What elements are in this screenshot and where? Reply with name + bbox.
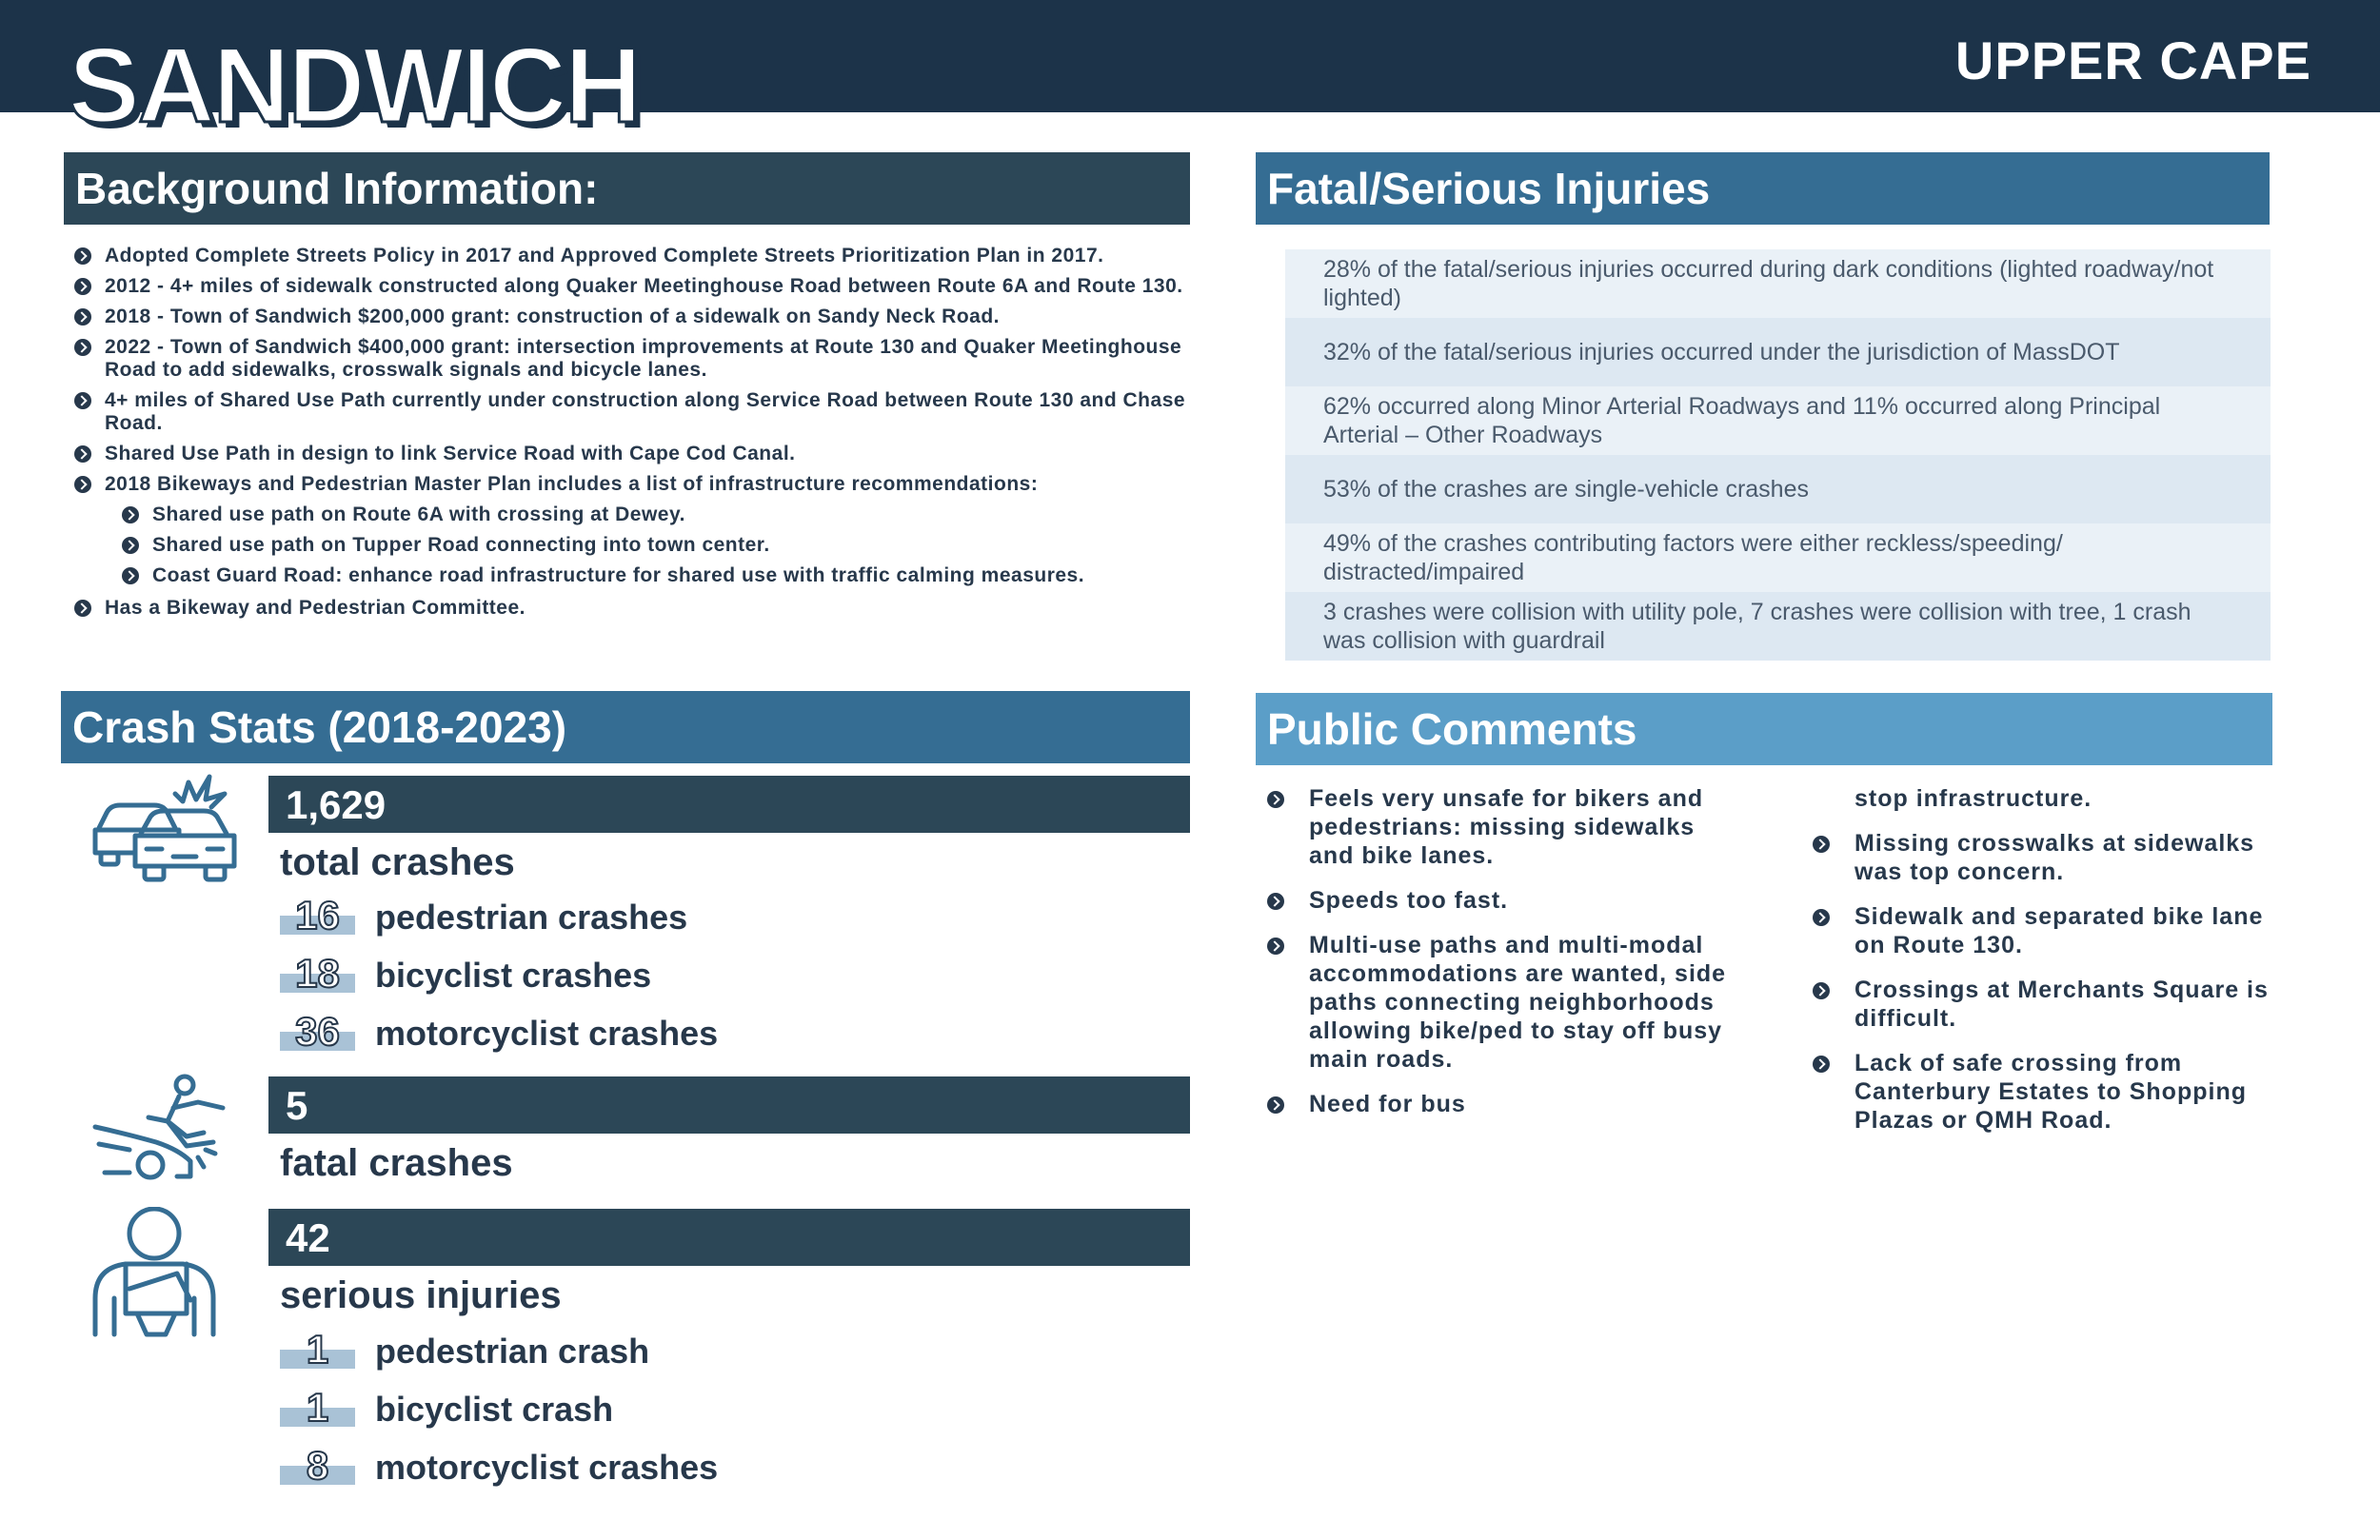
stat-count: 1 (306, 1327, 329, 1372)
list-item: 2022 - Town of Sandwich $400,000 grant: intersection improvements at Route 130 and Quaker Meetinghouse Road to add sidewalks, crosswalk signals and bicycle lanes. (74, 336, 1226, 382)
comment-continuation: stop infrastructure. (1854, 785, 2092, 812)
background-list (74, 245, 1226, 620)
comment-item: Multi-use paths and multi-modal accommodations are wanted, side paths connecting neighborhoods allowing bike/ped to stay off busy main roads. (1267, 931, 1743, 1074)
comment-item: Missing crosswalks at sidewalks was top concern. (1813, 829, 2270, 886)
crash-stats-heading: Crash Stats (2018-2023) (61, 691, 1190, 763)
stat-label: motorcyclist crashes (375, 1448, 719, 1487)
fatal-serious-heading: Fatal/Serious Injuries (1256, 152, 2270, 225)
stat-count: 8 (306, 1443, 329, 1488)
stat-count: 36 (295, 1009, 340, 1054)
stat-label: bicyclist crash (375, 1390, 614, 1429)
comment-item: Lack of safe crossing from Canterbury Estates to Shopping Plazas or QMH Road. (1813, 1049, 2270, 1135)
injured-person-icon (91, 1207, 219, 1338)
fatal-serious-row: 32% of the fatal/serious injuries occurred under the jurisdiction of MassDOT (1285, 318, 2271, 386)
arrow-circle-icon (1813, 909, 1830, 926)
stat-label: pedestrian crashes (375, 898, 688, 937)
serious-injuries-label: serious injuries (280, 1274, 562, 1316)
arrow-circle-icon (74, 392, 91, 409)
public-comments-heading: Public Comments (1256, 693, 2272, 765)
comment-item: Sidewalk and separated bike lane on Route 130. (1813, 902, 2270, 959)
arrow-circle-icon (1813, 1056, 1830, 1073)
list-subitem: Coast Guard Road: enhance road infrastructure for shared use with traffic calming measures. (74, 564, 1226, 587)
list-item: 2018 - Town of Sandwich $200,000 grant: construction of a sidewalk on Sandy Neck Road. (74, 306, 1226, 328)
total-crashes-bar: 1,629 (268, 776, 1190, 833)
stat-row (280, 1329, 1137, 1376)
arrow-circle-icon (122, 567, 139, 584)
stat-row (280, 895, 1137, 942)
list-item: Has a Bikeway and Pedestrian Committee. (74, 597, 1226, 620)
list-item: 4+ miles of Shared Use Path currently under construction along Service Road between Route 130 and Chase Road. (74, 389, 1226, 435)
region-name: UPPER CAPE (1954, 30, 2311, 90)
arrow-circle-icon (1813, 836, 1830, 853)
stat-row (280, 1011, 1137, 1058)
arrow-circle-icon (74, 476, 91, 493)
stat-label: pedestrian crash (375, 1332, 650, 1371)
stat-row (280, 1387, 1137, 1434)
total-crashes-label: total crashes (280, 841, 515, 883)
comment-item: Speeds too fast. (1267, 886, 1743, 915)
comment-item: Crossings at Merchants Square is difficult. (1813, 976, 2270, 1033)
arrow-circle-icon (74, 247, 91, 265)
list-item: 2018 Bikeways and Pedestrian Master Plan includes a list of infrastructure recommendations: (74, 473, 1226, 496)
comments-column-2 (1813, 784, 2270, 1151)
stat-count: 18 (295, 951, 340, 996)
comment-item: Need for bus (1267, 1090, 1743, 1118)
serious-injuries-bar: 42 (268, 1209, 1190, 1266)
fatal-crashes-bar: 5 (268, 1076, 1190, 1134)
arrow-circle-icon (74, 308, 91, 326)
stat-label: motorcyclist crashes (375, 1014, 719, 1053)
fatal-serious-row: 28% of the fatal/serious injuries occurred during dark conditions (lighted roadway/not lighted) (1285, 249, 2271, 318)
stat-label: bicyclist crashes (375, 956, 652, 995)
list-subitem: Shared use path on Tupper Road connecting into town center. (74, 534, 1226, 557)
arrow-circle-icon (1267, 893, 1284, 910)
list-subitem: Shared use path on Route 6A with crossing at Dewey. (74, 503, 1226, 526)
arrow-circle-icon (74, 600, 91, 617)
arrow-circle-icon (74, 278, 91, 295)
fatal-serious-row: 62% occurred along Minor Arterial Roadways and 11% occurred along Principal Arterial – Other Roadways (1285, 386, 2271, 455)
fatal-crashes-label: fatal crashes (280, 1142, 513, 1184)
fatal-serious-row: 53% of the crashes are single-vehicle crashes (1285, 455, 2271, 523)
comment-item: Feels very unsafe for bikers and pedestrians: missing sidewalks and bike lanes. (1267, 784, 1743, 870)
list-item: Adopted Complete Streets Policy in 2017 and Approved Complete Streets Prioritization Plan in 2017. (74, 245, 1226, 267)
town-name: SANDWICH (69, 26, 640, 145)
arrow-circle-icon (74, 445, 91, 463)
stat-row (280, 953, 1137, 1000)
arrow-circle-icon (1813, 982, 1830, 999)
car-crash-icon (91, 773, 244, 897)
comments-column-1 (1267, 784, 1743, 1135)
list-item: Shared Use Path in design to link Service Road with Cape Cod Canal. (74, 443, 1226, 465)
arrow-circle-icon (1267, 1096, 1284, 1114)
arrow-circle-icon (1267, 791, 1284, 808)
stat-count: 1 (306, 1385, 329, 1430)
stat-count: 16 (295, 893, 340, 938)
fatal-serious-row: 49% of the crashes contributing factors were either reckless/speeding/ distracted/impaired (1285, 523, 2271, 592)
background-heading: Background Information: (64, 152, 1190, 225)
fatal-serious-row: 3 crashes were collision with utility pole, 7 crashes were collision with tree, 1 crash was collision with guardrail (1285, 592, 2271, 661)
arrow-circle-icon (122, 537, 139, 554)
stat-row (280, 1445, 1137, 1492)
arrow-circle-icon (122, 506, 139, 523)
arrow-circle-icon (1267, 938, 1284, 955)
arrow-circle-icon (74, 339, 91, 356)
list-item: 2012 - 4+ miles of sidewalk constructed along Quaker Meetinghouse Road between Route 6A and Route 130. (74, 275, 1226, 298)
pedestrian-hit-icon (91, 1074, 234, 1184)
